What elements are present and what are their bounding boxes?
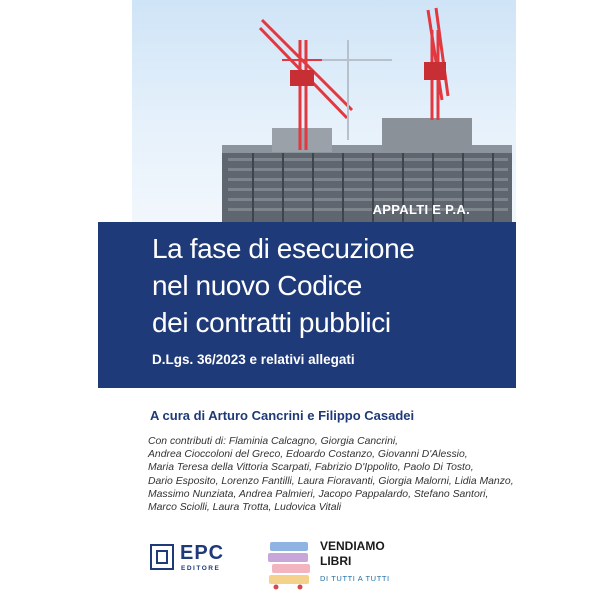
book-cover	[84, 0, 516, 600]
book-contributors	[148, 435, 514, 514]
book-subtitle: D.Lgs. 36/2023 e relativi allegati	[152, 352, 355, 367]
publisher-logo	[150, 544, 242, 576]
cover-photo-cranes	[132, 0, 516, 226]
contributors-line: Maria Teresa della Vittoria Scarpati, Fabrizio D'Ippolito, Paolo Di Tosto,	[148, 462, 474, 474]
vendor-name-line: VENDIAMO	[320, 539, 385, 553]
publisher-logo-mark-icon	[150, 544, 174, 570]
contributors-line: Con contributi di: Flaminia Calcagno, Giorgia Cancrini,	[148, 436, 399, 447]
right-crane	[424, 8, 448, 120]
book-stack-icon	[268, 538, 312, 590]
vendor-name-line: LIBRI	[320, 554, 352, 568]
publisher-name: EPC	[180, 542, 225, 564]
publisher-subtitle: EDITORE	[181, 565, 221, 572]
book-title	[152, 230, 414, 341]
book-editors: A cura di Arturo Cancrini e Filippo Casadei	[150, 408, 415, 423]
series-band	[84, 200, 516, 222]
series-label: APPALTI E P.A.	[372, 202, 470, 217]
contributors-line: Marco Sciolli, Laura Trotta, Ludovica Vitali	[148, 502, 342, 514]
vendor-logo	[268, 536, 418, 592]
contributors-line: Andrea Cioccoloni del Greco, Edoardo Costanzo, Giovanni D'Alessio,	[148, 449, 468, 461]
book-title-line: dei contratti pubblici	[152, 307, 391, 338]
book-title-line: La fase di esecuzione	[152, 233, 415, 264]
title-band	[98, 222, 516, 388]
contributors-line: Dario Esposito, Lorenzo Fantilli, Laura Fioravanti, Giorgia Malorni, Lidia Manzo,	[148, 475, 514, 487]
book-title-line: nel nuovo Codice	[152, 270, 362, 301]
construction-cranes-illustration	[132, 0, 516, 226]
contributors-line: Massimo Nunziata, Andrea Palmieri, Jacopo Pappalardo, Stefano Santori,	[148, 488, 489, 500]
vendor-tagline: DI TUTTI A TUTTI	[320, 574, 390, 583]
